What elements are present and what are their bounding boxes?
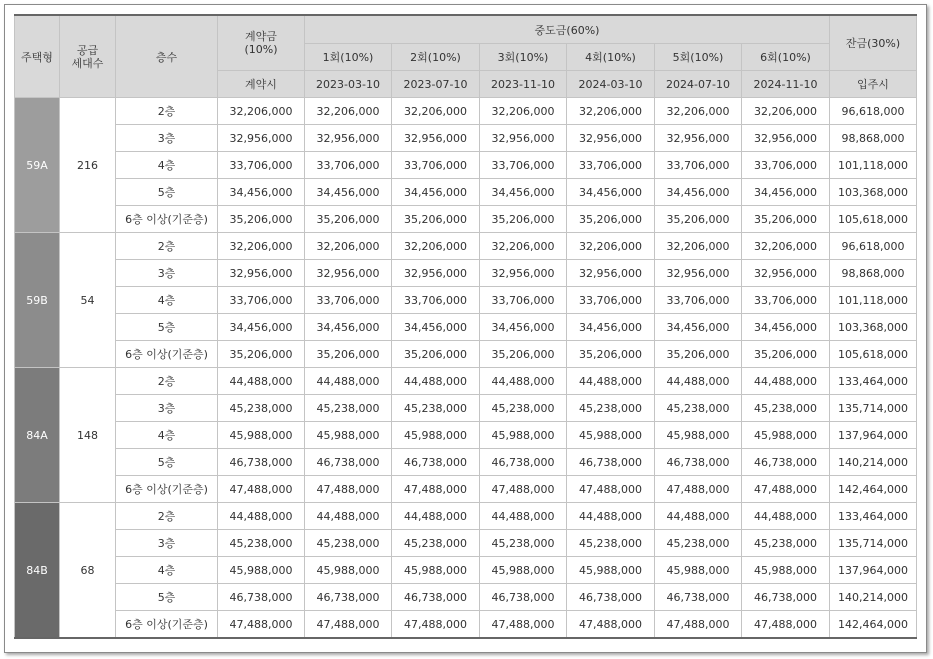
cell-middle-payment: 32,956,000 bbox=[567, 125, 655, 152]
cell-deposit: 35,206,000 bbox=[218, 341, 305, 368]
cell-middle-payment: 32,206,000 bbox=[305, 98, 392, 125]
table-row bbox=[15, 611, 917, 639]
cell-middle-payment: 32,956,000 bbox=[392, 260, 480, 287]
cell-middle-payment: 33,706,000 bbox=[480, 152, 567, 179]
cell-middle-payment: 47,488,000 bbox=[655, 611, 742, 639]
header-round-date: 2024-03-10 bbox=[567, 71, 655, 98]
cell-deposit: 45,988,000 bbox=[218, 422, 305, 449]
cell-middle-payment: 44,488,000 bbox=[567, 503, 655, 530]
cell-balance: 101,118,000 bbox=[830, 287, 917, 314]
cell-middle-payment: 44,488,000 bbox=[742, 368, 830, 395]
cell-middle-payment: 32,206,000 bbox=[567, 98, 655, 125]
cell-middle-payment: 47,488,000 bbox=[392, 476, 480, 503]
cell-middle-payment: 34,456,000 bbox=[742, 314, 830, 341]
cell-middle-payment: 45,238,000 bbox=[655, 395, 742, 422]
table-row bbox=[15, 260, 917, 287]
header-round-label: 1회(10%) bbox=[305, 44, 392, 71]
cell-middle-payment: 32,956,000 bbox=[742, 260, 830, 287]
cell-floor: 5층 bbox=[116, 179, 218, 206]
cell-middle-payment: 32,206,000 bbox=[305, 233, 392, 260]
cell-deposit: 47,488,000 bbox=[218, 611, 305, 639]
cell-middle-payment: 45,988,000 bbox=[567, 422, 655, 449]
cell-middle-payment: 47,488,000 bbox=[480, 611, 567, 639]
cell-floor: 4층 bbox=[116, 287, 218, 314]
cell-middle-payment: 45,238,000 bbox=[305, 395, 392, 422]
cell-balance: 105,618,000 bbox=[830, 206, 917, 233]
cell-middle-payment: 46,738,000 bbox=[655, 449, 742, 476]
cell-balance: 98,868,000 bbox=[830, 125, 917, 152]
cell-middle-payment: 33,706,000 bbox=[305, 152, 392, 179]
cell-deposit: 34,456,000 bbox=[218, 179, 305, 206]
cell-middle-payment: 45,238,000 bbox=[305, 530, 392, 557]
cell-middle-payment: 32,956,000 bbox=[480, 125, 567, 152]
cell-middle-payment: 46,738,000 bbox=[392, 449, 480, 476]
table-row bbox=[15, 341, 917, 368]
cell-supply-units: 68 bbox=[60, 503, 116, 639]
table-row bbox=[15, 422, 917, 449]
cell-unit-type: 84A bbox=[15, 368, 60, 503]
cell-middle-payment: 33,706,000 bbox=[742, 287, 830, 314]
cell-unit-type: 59B bbox=[15, 233, 60, 368]
cell-middle-payment: 44,488,000 bbox=[305, 503, 392, 530]
cell-floor: 2층 bbox=[116, 233, 218, 260]
cell-deposit: 44,488,000 bbox=[218, 503, 305, 530]
cell-supply-units: 148 bbox=[60, 368, 116, 503]
cell-middle-payment: 45,988,000 bbox=[480, 557, 567, 584]
cell-deposit: 32,956,000 bbox=[218, 260, 305, 287]
cell-middle-payment: 32,956,000 bbox=[742, 125, 830, 152]
cell-floor: 5층 bbox=[116, 449, 218, 476]
cell-balance: 103,368,000 bbox=[830, 314, 917, 341]
cell-middle-payment: 34,456,000 bbox=[655, 314, 742, 341]
cell-middle-payment: 35,206,000 bbox=[742, 206, 830, 233]
cell-balance: 140,214,000 bbox=[830, 584, 917, 611]
cell-middle-payment: 47,488,000 bbox=[305, 476, 392, 503]
cell-middle-payment: 46,738,000 bbox=[392, 584, 480, 611]
header-supply-line2: 세대수 bbox=[71, 56, 104, 70]
cell-middle-payment: 45,988,000 bbox=[742, 422, 830, 449]
cell-middle-payment: 35,206,000 bbox=[567, 206, 655, 233]
cell-middle-payment: 45,988,000 bbox=[392, 422, 480, 449]
cell-balance: 133,464,000 bbox=[830, 368, 917, 395]
cell-middle-payment: 32,956,000 bbox=[567, 260, 655, 287]
cell-floor: 2층 bbox=[116, 368, 218, 395]
table-row bbox=[15, 584, 917, 611]
cell-middle-payment: 45,988,000 bbox=[567, 557, 655, 584]
cell-deposit: 46,738,000 bbox=[218, 584, 305, 611]
cell-middle-payment: 35,206,000 bbox=[742, 341, 830, 368]
cell-unit-type: 84B bbox=[15, 503, 60, 639]
cell-middle-payment: 34,456,000 bbox=[742, 179, 830, 206]
cell-middle-payment: 35,206,000 bbox=[655, 206, 742, 233]
cell-middle-payment: 35,206,000 bbox=[567, 341, 655, 368]
cell-middle-payment: 45,988,000 bbox=[742, 557, 830, 584]
cell-middle-payment: 32,206,000 bbox=[655, 98, 742, 125]
cell-middle-payment: 34,456,000 bbox=[655, 179, 742, 206]
cell-middle-payment: 45,988,000 bbox=[655, 557, 742, 584]
cell-middle-payment: 47,488,000 bbox=[742, 476, 830, 503]
cell-floor: 6층 이상(기준층) bbox=[116, 476, 218, 503]
cell-deposit: 35,206,000 bbox=[218, 206, 305, 233]
cell-middle-payment: 46,738,000 bbox=[480, 584, 567, 611]
header-round-date: 2024-11-10 bbox=[742, 71, 830, 98]
cell-middle-payment: 32,956,000 bbox=[392, 125, 480, 152]
cell-middle-payment: 34,456,000 bbox=[567, 179, 655, 206]
cell-deposit: 45,238,000 bbox=[218, 530, 305, 557]
cell-balance: 137,964,000 bbox=[830, 557, 917, 584]
cell-middle-payment: 47,488,000 bbox=[655, 476, 742, 503]
cell-balance: 96,618,000 bbox=[830, 98, 917, 125]
cell-middle-payment: 46,738,000 bbox=[742, 584, 830, 611]
header-supply-line1: 공급 bbox=[76, 43, 99, 57]
cell-supply-units: 54 bbox=[60, 233, 116, 368]
cell-balance: 142,464,000 bbox=[830, 611, 917, 639]
cell-middle-payment: 45,238,000 bbox=[655, 530, 742, 557]
cell-middle-payment: 47,488,000 bbox=[480, 476, 567, 503]
cell-middle-payment: 45,988,000 bbox=[480, 422, 567, 449]
cell-balance: 142,464,000 bbox=[830, 476, 917, 503]
cell-floor: 5층 bbox=[116, 314, 218, 341]
table-row bbox=[15, 314, 917, 341]
cell-balance: 101,118,000 bbox=[830, 152, 917, 179]
header-floor: 층수 bbox=[116, 15, 218, 98]
cell-middle-payment: 33,706,000 bbox=[655, 287, 742, 314]
cell-middle-payment: 45,988,000 bbox=[392, 557, 480, 584]
cell-middle-payment: 32,956,000 bbox=[480, 260, 567, 287]
cell-middle-payment: 45,238,000 bbox=[392, 530, 480, 557]
cell-floor: 2층 bbox=[116, 98, 218, 125]
header-deposit-line1: 계약금 bbox=[245, 30, 277, 43]
cell-middle-payment: 44,488,000 bbox=[567, 368, 655, 395]
cell-middle-payment: 33,706,000 bbox=[305, 287, 392, 314]
header-round-label: 2회(10%) bbox=[392, 44, 480, 71]
cell-middle-payment: 33,706,000 bbox=[742, 152, 830, 179]
header-deposit-line2: (10%) bbox=[244, 43, 278, 56]
cell-middle-payment: 32,206,000 bbox=[567, 233, 655, 260]
table-row bbox=[15, 179, 917, 206]
cell-middle-payment: 45,238,000 bbox=[567, 530, 655, 557]
cell-middle-payment: 47,488,000 bbox=[567, 611, 655, 639]
cell-middle-payment: 46,738,000 bbox=[567, 449, 655, 476]
cell-middle-payment: 33,706,000 bbox=[655, 152, 742, 179]
cell-middle-payment: 34,456,000 bbox=[392, 179, 480, 206]
cell-deposit: 32,206,000 bbox=[218, 98, 305, 125]
cell-floor: 6층 이상(기준층) bbox=[116, 611, 218, 639]
header-round-date: 2024-07-10 bbox=[655, 71, 742, 98]
cell-middle-payment: 32,206,000 bbox=[655, 233, 742, 260]
cell-middle-payment: 44,488,000 bbox=[480, 368, 567, 395]
cell-middle-payment: 45,238,000 bbox=[392, 395, 480, 422]
cell-deposit: 34,456,000 bbox=[218, 314, 305, 341]
cell-floor: 4층 bbox=[116, 422, 218, 449]
cell-middle-payment: 35,206,000 bbox=[655, 341, 742, 368]
cell-middle-payment: 33,706,000 bbox=[392, 287, 480, 314]
cell-balance: 103,368,000 bbox=[830, 179, 917, 206]
cell-balance: 133,464,000 bbox=[830, 503, 917, 530]
header-round-label: 4회(10%) bbox=[567, 44, 655, 71]
cell-floor: 6층 이상(기준층) bbox=[116, 206, 218, 233]
cell-floor: 5층 bbox=[116, 584, 218, 611]
cell-middle-payment: 35,206,000 bbox=[392, 341, 480, 368]
cell-middle-payment: 33,706,000 bbox=[567, 152, 655, 179]
cell-balance: 105,618,000 bbox=[830, 341, 917, 368]
cell-middle-payment: 44,488,000 bbox=[392, 368, 480, 395]
table-row bbox=[15, 395, 917, 422]
cell-middle-payment: 33,706,000 bbox=[567, 287, 655, 314]
table-row bbox=[15, 206, 917, 233]
cell-middle-payment: 46,738,000 bbox=[480, 449, 567, 476]
cell-middle-payment: 32,206,000 bbox=[742, 233, 830, 260]
cell-middle-payment: 34,456,000 bbox=[567, 314, 655, 341]
header-middle-payment: 중도금(60%) bbox=[305, 15, 830, 44]
cell-deposit: 32,206,000 bbox=[218, 233, 305, 260]
cell-middle-payment: 34,456,000 bbox=[480, 314, 567, 341]
cell-middle-payment: 45,238,000 bbox=[742, 395, 830, 422]
cell-middle-payment: 46,738,000 bbox=[742, 449, 830, 476]
cell-middle-payment: 32,206,000 bbox=[480, 233, 567, 260]
cell-middle-payment: 35,206,000 bbox=[480, 206, 567, 233]
cell-floor: 3층 bbox=[116, 125, 218, 152]
cell-floor: 4층 bbox=[116, 557, 218, 584]
cell-balance: 137,964,000 bbox=[830, 422, 917, 449]
cell-deposit: 33,706,000 bbox=[218, 287, 305, 314]
cell-middle-payment: 47,488,000 bbox=[567, 476, 655, 503]
cell-unit-type: 59A bbox=[15, 98, 60, 233]
header-round-label: 6회(10%) bbox=[742, 44, 830, 71]
cell-middle-payment: 44,488,000 bbox=[305, 368, 392, 395]
table-row bbox=[15, 152, 917, 179]
cell-deposit: 47,488,000 bbox=[218, 476, 305, 503]
header-balance-timing: 입주시 bbox=[830, 71, 917, 98]
cell-middle-payment: 35,206,000 bbox=[480, 341, 567, 368]
cell-middle-payment: 35,206,000 bbox=[305, 341, 392, 368]
header-supply-units bbox=[60, 15, 116, 98]
cell-middle-payment: 47,488,000 bbox=[742, 611, 830, 639]
table-row bbox=[15, 530, 917, 557]
table-row bbox=[15, 503, 917, 530]
header-deposit bbox=[218, 15, 305, 71]
table-row bbox=[15, 233, 917, 260]
cell-middle-payment: 46,738,000 bbox=[655, 584, 742, 611]
cell-floor: 6층 이상(기준층) bbox=[116, 341, 218, 368]
cell-deposit: 46,738,000 bbox=[218, 449, 305, 476]
cell-balance: 140,214,000 bbox=[830, 449, 917, 476]
cell-middle-payment: 45,238,000 bbox=[480, 530, 567, 557]
cell-middle-payment: 34,456,000 bbox=[392, 314, 480, 341]
cell-middle-payment: 32,206,000 bbox=[392, 98, 480, 125]
cell-middle-payment: 32,206,000 bbox=[392, 233, 480, 260]
cell-balance: 98,868,000 bbox=[830, 260, 917, 287]
cell-middle-payment: 34,456,000 bbox=[480, 179, 567, 206]
cell-middle-payment: 47,488,000 bbox=[392, 611, 480, 639]
cell-middle-payment: 33,706,000 bbox=[392, 152, 480, 179]
header-round-date: 2023-03-10 bbox=[305, 71, 392, 98]
table-row bbox=[15, 476, 917, 503]
cell-deposit: 32,956,000 bbox=[218, 125, 305, 152]
cell-floor: 3층 bbox=[116, 395, 218, 422]
cell-middle-payment: 34,456,000 bbox=[305, 314, 392, 341]
table-row bbox=[15, 557, 917, 584]
table-row bbox=[15, 287, 917, 314]
cell-middle-payment: 34,456,000 bbox=[305, 179, 392, 206]
cell-middle-payment: 44,488,000 bbox=[480, 503, 567, 530]
cell-middle-payment: 35,206,000 bbox=[305, 206, 392, 233]
cell-balance: 135,714,000 bbox=[830, 530, 917, 557]
table-row bbox=[15, 98, 917, 125]
table-body bbox=[15, 98, 917, 639]
header-round-date: 2023-07-10 bbox=[392, 71, 480, 98]
cell-middle-payment: 46,738,000 bbox=[567, 584, 655, 611]
cell-middle-payment: 44,488,000 bbox=[392, 503, 480, 530]
cell-middle-payment: 32,956,000 bbox=[305, 260, 392, 287]
cell-middle-payment: 44,488,000 bbox=[742, 503, 830, 530]
cell-middle-payment: 44,488,000 bbox=[655, 503, 742, 530]
cell-deposit: 44,488,000 bbox=[218, 368, 305, 395]
header-round-label: 5회(10%) bbox=[655, 44, 742, 71]
table-header bbox=[15, 15, 917, 98]
cell-deposit: 45,238,000 bbox=[218, 395, 305, 422]
cell-middle-payment: 45,988,000 bbox=[655, 422, 742, 449]
cell-balance: 96,618,000 bbox=[830, 233, 917, 260]
cell-middle-payment: 45,238,000 bbox=[567, 395, 655, 422]
cell-middle-payment: 45,238,000 bbox=[480, 395, 567, 422]
header-type: 주택형 bbox=[15, 15, 60, 98]
cell-deposit: 45,988,000 bbox=[218, 557, 305, 584]
cell-middle-payment: 45,238,000 bbox=[742, 530, 830, 557]
payment-schedule-table bbox=[14, 14, 917, 639]
cell-middle-payment: 46,738,000 bbox=[305, 584, 392, 611]
table-row bbox=[15, 368, 917, 395]
cell-middle-payment: 45,988,000 bbox=[305, 557, 392, 584]
cell-supply-units: 216 bbox=[60, 98, 116, 233]
cell-middle-payment: 46,738,000 bbox=[305, 449, 392, 476]
cell-floor: 2층 bbox=[116, 503, 218, 530]
cell-middle-payment: 32,206,000 bbox=[742, 98, 830, 125]
header-round-label: 3회(10%) bbox=[480, 44, 567, 71]
cell-floor: 3층 bbox=[116, 260, 218, 287]
cell-middle-payment: 32,956,000 bbox=[655, 125, 742, 152]
cell-middle-payment: 32,206,000 bbox=[480, 98, 567, 125]
header-balance: 잔금(30%) bbox=[830, 15, 917, 71]
table-row bbox=[15, 449, 917, 476]
cell-middle-payment: 45,988,000 bbox=[305, 422, 392, 449]
cell-floor: 3층 bbox=[116, 530, 218, 557]
cell-floor: 4층 bbox=[116, 152, 218, 179]
cell-middle-payment: 35,206,000 bbox=[392, 206, 480, 233]
cell-middle-payment: 33,706,000 bbox=[480, 287, 567, 314]
header-round-date: 2023-11-10 bbox=[480, 71, 567, 98]
table-row bbox=[15, 125, 917, 152]
cell-middle-payment: 32,956,000 bbox=[305, 125, 392, 152]
cell-middle-payment: 44,488,000 bbox=[655, 368, 742, 395]
header-deposit-timing: 계약시 bbox=[218, 71, 305, 98]
cell-balance: 135,714,000 bbox=[830, 395, 917, 422]
cell-deposit: 33,706,000 bbox=[218, 152, 305, 179]
cell-middle-payment: 32,956,000 bbox=[655, 260, 742, 287]
cell-middle-payment: 47,488,000 bbox=[305, 611, 392, 639]
